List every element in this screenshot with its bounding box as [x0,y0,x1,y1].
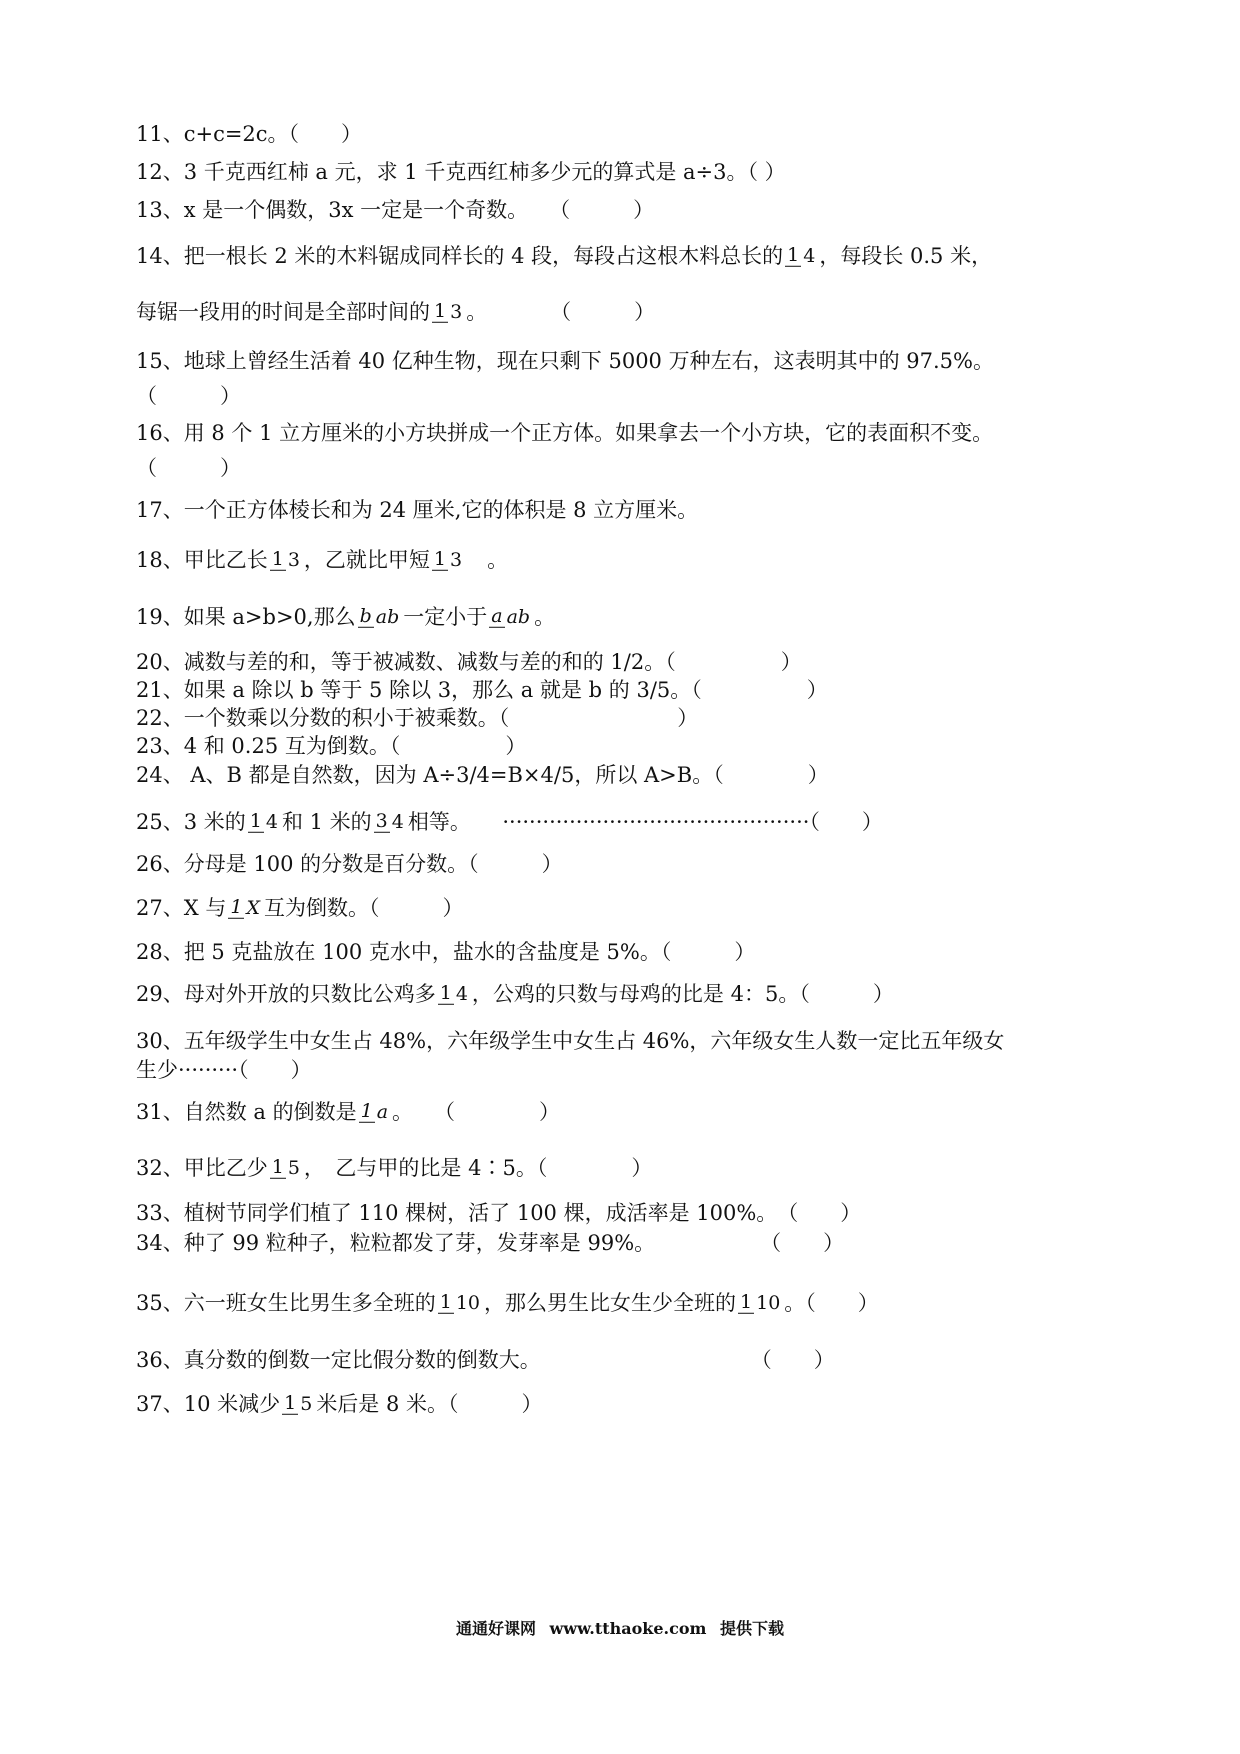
question-text: ，公鸡的只数与母鸡的比是 4：5。（ ） [471,981,894,1006]
question-q19 [136,606,555,628]
fraction-numerator: b [359,604,372,627]
fraction-denominator: 3 [450,548,463,571]
question-text: 16、用 8 个 1 立方厘米的小方块拼成一个正方体。如果拿去一个小方块，它的表面积不变。 [136,421,994,445]
question-text: 24、 A、B 都是自然数，因为 A÷3/4=B×4/5，所以 A>B。（ ） [136,763,829,787]
fraction-denominator: X [246,896,260,919]
fraction-denominator: 4 [803,244,816,267]
question-text: 20、减数与差的和，等于被减数、减数与差的和的 1/2。（ ） [136,650,802,674]
fraction-numerator: 1 [360,1099,373,1122]
question-text: 26、分母是 100 的分数是百分数。（ ） [136,852,563,876]
question-text: 和 1 米的 [281,809,372,834]
fraction-numerator: 1 [439,1290,452,1313]
question-q16b [136,457,241,479]
question-q30b [136,1059,312,1081]
fraction [738,1292,782,1314]
question-q14b [136,301,655,323]
question-q35 [136,1292,879,1314]
question-q14 [136,245,992,267]
question-q24 [136,764,829,786]
question-q21 [136,679,828,701]
fraction-numerator: 1 [271,1155,284,1178]
question-text: 相等。 ··············································（ ） [407,809,883,834]
question-text: 。（ ） [784,1290,879,1315]
fraction-denominator: 5 [287,1156,300,1179]
question-text: 米后是 8 米。（ ） [316,1391,543,1416]
question-text: 23、4 和 0.25 互为倒数。（ ） [136,734,527,758]
fraction [282,1393,314,1415]
question-text: 33、植树节同学们植了 110 棵树，活了 100 棵，成活率是 100%。 （ ） [136,1201,862,1225]
question-text: 17、一个正方体棱长和为 24 厘米,它的体积是 8 立方厘米。 [136,498,699,522]
fraction-denominator: 3 [287,548,300,571]
question-q33 [136,1202,861,1224]
question-text: 。 [466,547,509,572]
question-q13 [136,199,654,221]
fraction-denominator: 4 [455,982,468,1005]
fraction-numerator: 1 [433,547,447,570]
fraction-numerator: a [491,604,503,627]
footer-url: www.tthaoke.com [549,1619,707,1638]
question-text: 13、x 是一个偶数，3x 一定是一个奇数。 （ ） [136,198,655,222]
question-q15 [136,350,994,372]
footer-site: 通通好课网 [455,1619,536,1638]
question-text: 。 （ ） [392,1099,561,1124]
fraction [270,1157,302,1179]
question-q36 [136,1349,835,1371]
question-text: 27、X 与 [136,895,227,920]
question-text: 19、如果 a>b>0,那么 [136,604,356,629]
question-text: 36、真分数的倒数一定比假分数的倒数大。 （ ） [136,1348,835,1372]
question-q18 [136,549,508,571]
fraction [489,606,532,628]
fraction [374,811,406,833]
fraction-denominator: 5 [300,1392,313,1415]
question-text: ， 乙与甲的比是 4∶5。（ ） [303,1155,653,1180]
question-text: 25、3 米的 [136,809,246,834]
fraction-numerator: 1 [230,895,243,918]
fraction-numerator: 1 [439,981,452,1004]
fraction [359,1101,390,1123]
question-q29 [136,983,894,1005]
question-text: 21、如果 a 除以 b 等于 5 除以 3，那么 a 就是 b 的 3/5。（ ） [136,678,828,702]
question-q12 [136,161,786,183]
fraction-numerator: 1 [271,547,284,570]
fraction-denominator: 4 [391,810,404,833]
question-q20 [136,651,802,673]
question-text: ，每段长 0.5 米， [819,243,993,268]
fraction-denominator: 4 [265,810,278,833]
question-text: 34、种了 99 粒种子，粒粒都发了芽，发芽率是 99%。 （ ） [136,1231,845,1255]
question-text: 22、一个数乘以分数的积小于被乘数。（ ） [136,706,699,730]
question-text: 。 （ ） [466,299,656,324]
question-q32 [136,1157,652,1179]
question-text: ，那么男生比女生少全班的 [484,1290,737,1315]
question-q30 [136,1030,1004,1052]
question-q28 [136,941,755,963]
question-text: 30、五年级学生中女生占 48%，六年级学生中女生占 46%，六年级女生人数一定比五年级女 [136,1029,1005,1053]
question-text: 互为倒数。（ ） [263,895,464,920]
fraction-numerator: 1 [434,299,447,322]
question-q31 [136,1101,560,1123]
fraction-denominator: 10 [756,1291,781,1314]
question-text: 每锯一段用的时间是全部时间的 [136,299,430,324]
question-q23 [136,735,526,757]
question-text: 14、把一根长 2 米的木料锯成同样长的 4 段，每段占这根木料总长的 [136,243,784,268]
fraction-denominator: ab [506,605,531,628]
question-q11 [136,123,362,145]
fraction-numerator: 1 [284,1391,297,1414]
fraction-numerator: 1 [740,1290,753,1313]
question-text: 生少·········（ ） [136,1058,312,1082]
fraction [270,549,302,571]
fraction [432,301,464,323]
question-text: 29、母对外开放的只数比公鸡多 [136,981,436,1006]
question-text: 35、六一班女生比男生多全班的 [136,1290,436,1315]
fraction-denominator: 10 [455,1291,481,1314]
question-text: 11、c+c=2c。（ ） [136,122,363,146]
question-text: （ ） [136,384,241,408]
question-text: 37、10 米减少 [136,1391,281,1416]
question-text: ，乙就比甲短 [303,547,430,572]
fraction-denominator: 3 [450,300,463,323]
fraction [248,811,280,833]
question-text: 28、把 5 克盐放在 100 克水中，盐水的含盐度是 5%。（ ） [136,940,756,964]
question-text: 32、甲比乙少 [136,1155,268,1180]
question-text: 12、3 千克西红柿 a 元，求 1 千克西红柿多少元的算式是 a÷3。（ ） [136,160,786,184]
fraction [438,1292,482,1314]
fraction-denominator: ab [375,605,400,628]
fraction [438,983,470,1005]
question-text: （ ） [136,456,241,480]
question-q15b [136,385,241,407]
question-text: 。 [534,604,556,629]
question-text: 15、地球上曾经生活着 40 亿种生物，现在只剩下 5000 万种左右，这表明其中的 97.5%。 [136,349,994,373]
fraction-denominator: a [376,1100,389,1123]
question-q17 [136,499,698,521]
fraction [228,897,262,919]
fraction-numerator: 1 [249,809,262,832]
question-text: 一定小于 [403,604,488,629]
question-q37 [136,1393,543,1415]
fraction [432,549,464,571]
fraction [785,245,817,267]
question-q25 [136,811,883,833]
footer-suffix: 提供下载 [720,1619,785,1638]
question-q16 [136,422,993,444]
footer [0,1616,1240,1639]
fraction [358,606,402,628]
question-text: 31、自然数 a 的倒数是 [136,1099,357,1124]
fraction-numerator: 3 [375,809,388,832]
fraction-numerator: 1 [787,243,800,266]
question-q22 [136,707,698,729]
question-text: 18、甲比乙长 [136,547,268,572]
question-q27 [136,897,463,919]
question-q26 [136,853,563,875]
question-q34 [136,1232,844,1254]
